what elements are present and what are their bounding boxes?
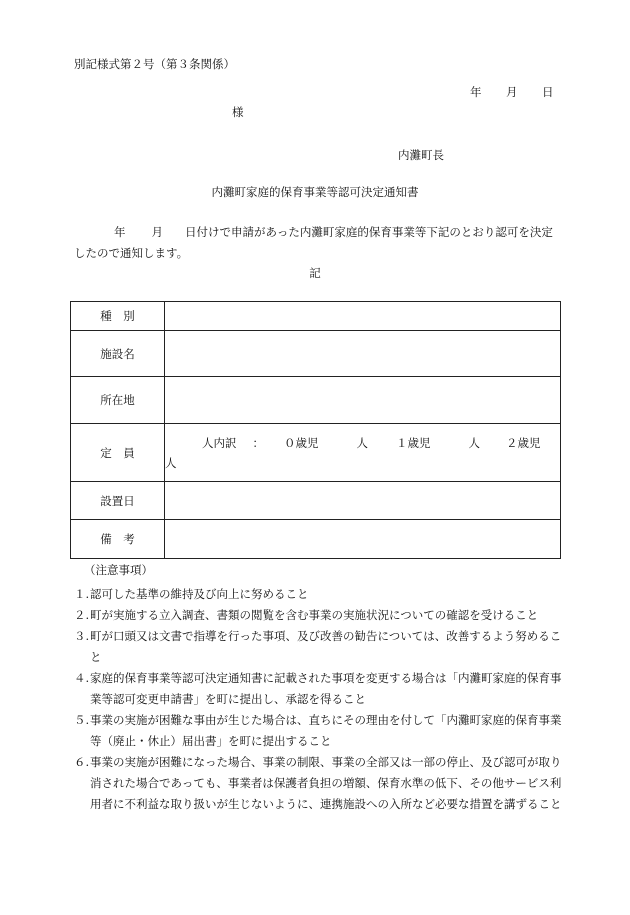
row-remarks <box>71 520 561 559</box>
row-type <box>71 302 561 331</box>
issuer: 内灘町長 <box>398 148 444 162</box>
note-number: ３. <box>74 629 90 643</box>
body-text: 日付けで申請があった内灘町家庭的保育事業等下記のとおり認可を決定したので通知します。 <box>74 225 553 260</box>
note-number: ５. <box>74 713 90 727</box>
date-year: 年 <box>470 85 482 99</box>
note-number: ４. <box>74 671 90 685</box>
row-capacity <box>71 424 561 482</box>
note-item <box>74 605 566 626</box>
note-item <box>74 668 566 710</box>
date-day: 日 <box>542 85 554 99</box>
age2-person: 人 <box>165 455 177 470</box>
detail-table <box>70 301 561 559</box>
age1-label: １歳児 <box>396 435 431 450</box>
capacity-label: 定 員 <box>71 424 165 482</box>
age2-label: ２歳児 <box>506 435 541 450</box>
note-text: 認可した基準の維持及び向上に努めること <box>90 587 309 601</box>
location-value-cell[interactable] <box>165 377 561 424</box>
body-month: 月 <box>151 225 163 239</box>
capacity-breakdown <box>165 433 560 453</box>
note-number: １. <box>74 587 90 601</box>
body-paragraph <box>74 222 564 264</box>
date-month: 月 <box>506 85 518 99</box>
document-title: 内灘町家庭的保育事業等認可決定通知書 <box>211 185 419 199</box>
note-text: 事業の実施が困難になった場合、事業の制限、事業の全部又は一部の停止、及び認可が取り消された場合であっても、事業者は保護者負担の増額、保育水準の低下、その他サービス利用者に不利益な取り扱いが生じないように、連携施設への入所など必要な措置を講ずること <box>90 755 562 811</box>
notes-list <box>74 584 566 815</box>
notes-heading: （注意事項） <box>84 563 153 577</box>
remarks-label: 備 考 <box>71 520 165 559</box>
body-year: 年 <box>114 225 126 239</box>
note-item <box>74 752 566 815</box>
age1-person: 人 <box>468 435 480 450</box>
note-item <box>74 584 566 605</box>
note-item <box>74 626 566 668</box>
row-facility-name <box>71 331 561 377</box>
age0-label: ０歳児 <box>284 435 319 450</box>
capacity-person: 人内訳 <box>202 435 237 450</box>
facility-name-label: 施設名 <box>71 331 165 377</box>
location-label: 所在地 <box>71 377 165 424</box>
type-value-cell[interactable] <box>165 302 561 331</box>
facility-name-value-cell[interactable] <box>165 331 561 377</box>
capacity-colon: ： <box>252 435 264 450</box>
remarks-value-cell[interactable] <box>165 520 561 559</box>
established-value-cell[interactable] <box>165 482 561 520</box>
date-line <box>470 84 554 100</box>
type-label: 種 別 <box>71 302 165 331</box>
note-text: 事業の実施が困難な事由が生じた場合は、直ちにその理由を付して「内灘町家庭的保育事業等（廃止・休止）届出書」を町に提出すること <box>90 713 562 748</box>
capacity-value-cell[interactable] <box>165 424 561 482</box>
note-text: 町が口頭又は文書で指導を行った事項、及び改善の勧告については、改善するよう努めること <box>90 629 562 664</box>
age0-person: 人 <box>356 435 368 450</box>
form-number: 別記様式第２号（第３条関係） <box>74 57 235 71</box>
note-number: ６. <box>74 755 90 769</box>
addressee: 様 <box>232 105 244 119</box>
note-text: 町が実施する立入調査、書類の閲覧を含む事業の実施状況についての確認を受けること <box>90 608 539 622</box>
note-text: 家庭的保育事業等認可決定通知書に記載された事項を変更する場合は「内灘町家庭的保育事業等認可変更申請書」を町に提出し、承認を得ること <box>90 671 562 706</box>
established-label: 設置日 <box>71 482 165 520</box>
record-heading: 記 <box>309 266 321 280</box>
row-established <box>71 482 561 520</box>
row-location <box>71 377 561 424</box>
note-item <box>74 710 566 752</box>
note-number: ２. <box>74 608 90 622</box>
